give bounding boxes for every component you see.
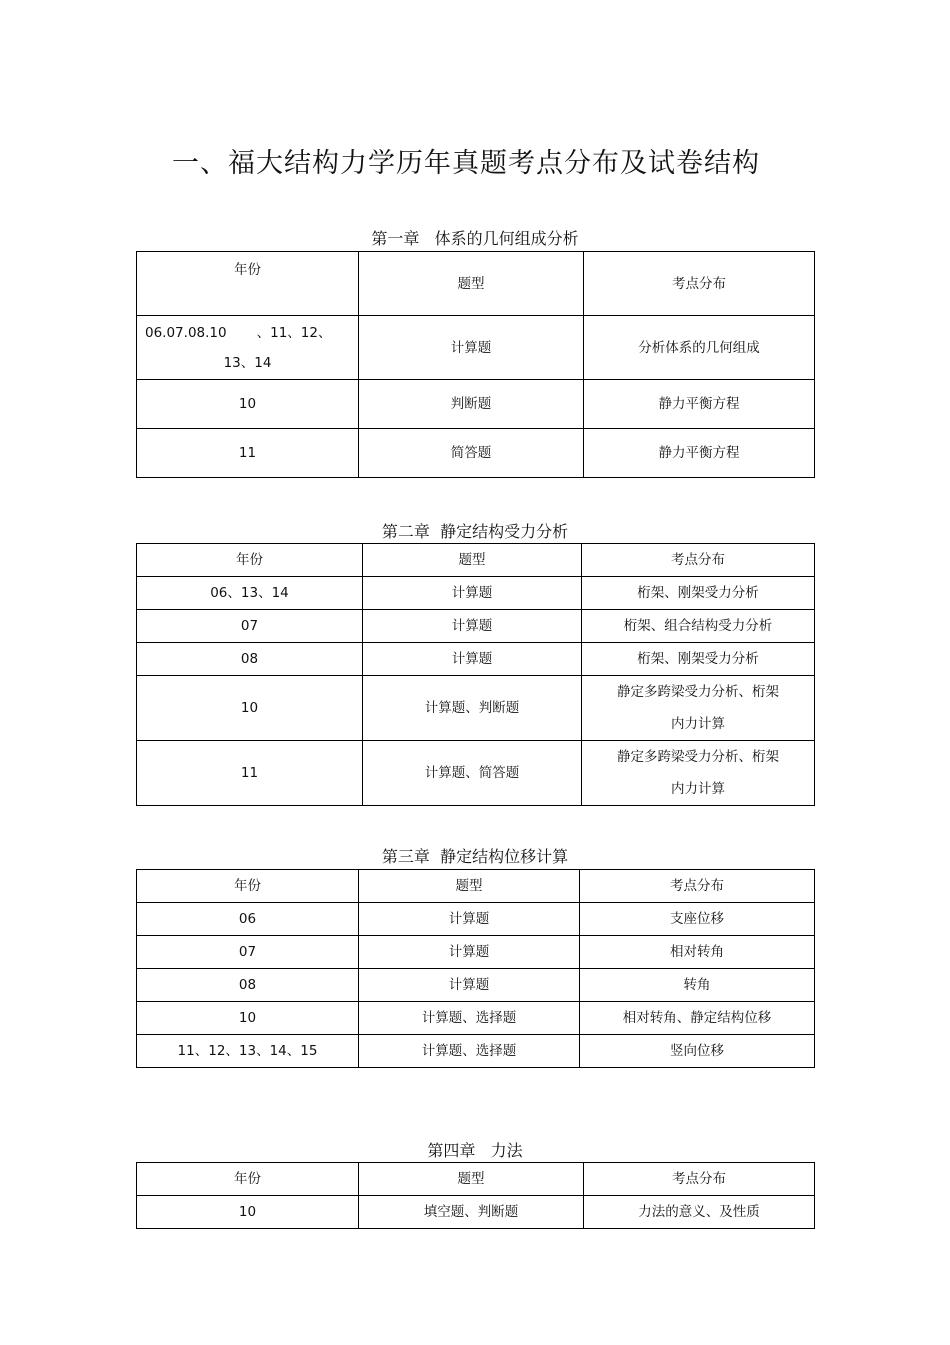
cell-points: 分析体系的几何组成 (584, 316, 815, 380)
table-row (137, 969, 815, 1002)
table-header-row (137, 1163, 815, 1196)
cell-type: 计算题、判断题 (363, 676, 582, 741)
table-row (137, 741, 815, 806)
cell-points: 竖向位移 (580, 1035, 815, 1068)
cell-points: 支座位移 (580, 903, 815, 936)
table-row (137, 577, 815, 610)
cell-type: 简答题 (359, 429, 584, 478)
cell-year: 10 (137, 1196, 359, 1229)
cell-year: 08 (137, 643, 363, 676)
cell-points (582, 676, 815, 741)
points-line-1: 静定多跨梁受力分析、桁架 (617, 684, 779, 700)
cell-type: 计算题 (359, 903, 580, 936)
cell-points: 相对转角 (580, 936, 815, 969)
cell-year: 07 (137, 610, 363, 643)
cell-year: 11、12、13、14、15 (137, 1035, 359, 1068)
cell-type: 判断题 (359, 380, 584, 429)
cell-points: 转角 (580, 969, 815, 1002)
header-year: 年份 (137, 252, 359, 316)
cell-type: 计算题、简答题 (363, 741, 582, 806)
cell-year: 06 (137, 903, 359, 936)
cell-points: 桁架、刚架受力分析 (582, 577, 815, 610)
table-row (137, 676, 815, 741)
cell-type: 计算题 (359, 969, 580, 1002)
table-header-row (137, 252, 815, 316)
points-line-1: 静定多跨梁受力分析、桁架 (617, 749, 779, 765)
cell-type: 计算题 (363, 610, 582, 643)
cell-points: 桁架、组合结构受力分析 (582, 610, 815, 643)
cell-points: 相对转角、静定结构位移 (580, 1002, 815, 1035)
table-row (137, 429, 815, 478)
cell-year (137, 316, 359, 380)
cell-type: 计算题、选择题 (359, 1002, 580, 1035)
chapter-title-4: 第四章 力法 (427, 1141, 523, 1160)
header-points: 考点分布 (582, 544, 815, 577)
cell-type: 计算题 (359, 316, 584, 380)
chapter-title-1: 第一章 体系的几何组成分析 (371, 229, 579, 248)
cell-year: 10 (137, 380, 359, 429)
points-line-2: 内力计算 (671, 781, 725, 797)
header-points: 考点分布 (580, 870, 815, 903)
header-year: 年份 (137, 870, 359, 903)
cell-year: 10 (137, 1002, 359, 1035)
cell-points (582, 741, 815, 806)
table-row (137, 903, 815, 936)
header-points: 考点分布 (584, 252, 815, 316)
chapter-title-3: 第三章 静定结构位移计算 (381, 847, 569, 866)
table-row (137, 936, 815, 969)
header-year: 年份 (137, 544, 363, 577)
table-row (137, 380, 815, 429)
year-line-2: 13、14 (223, 354, 272, 371)
header-points: 考点分布 (584, 1163, 815, 1196)
chapter-table-4 (136, 1162, 815, 1229)
table-row (137, 1196, 815, 1229)
cell-year: 11 (137, 741, 363, 806)
chapter-table-3 (136, 869, 815, 1068)
cell-type: 计算题 (359, 936, 580, 969)
cell-points: 静力平衡方程 (584, 429, 815, 478)
table-row (137, 643, 815, 676)
cell-type: 计算题 (363, 643, 582, 676)
points-line-2: 内力计算 (671, 716, 725, 732)
chapter-table-1 (136, 251, 815, 478)
cell-year: 06、13、14 (137, 577, 363, 610)
cell-type: 计算题 (363, 577, 582, 610)
header-type: 题型 (359, 870, 580, 903)
table-row (137, 610, 815, 643)
chapter-table-2 (136, 543, 815, 806)
cell-type: 填空题、判断题 (359, 1196, 584, 1229)
chapter-title-2: 第二章 静定结构受力分析 (381, 522, 569, 541)
cell-year: 07 (137, 936, 359, 969)
table-header-row (137, 544, 815, 577)
header-type: 题型 (359, 252, 584, 316)
table-row (137, 316, 815, 380)
header-type: 题型 (363, 544, 582, 577)
year-line-1: 06.07.08.10 、11、12、 (145, 324, 332, 341)
cell-points: 桁架、刚架受力分析 (582, 643, 815, 676)
cell-year: 08 (137, 969, 359, 1002)
cell-points: 静力平衡方程 (584, 380, 815, 429)
page-title: 一、福大结构力学历年真题考点分布及试卷结构 (172, 148, 760, 179)
table-row (137, 1035, 815, 1068)
header-type: 题型 (359, 1163, 584, 1196)
cell-year: 10 (137, 676, 363, 741)
header-year: 年份 (137, 1163, 359, 1196)
cell-type: 计算题、选择题 (359, 1035, 580, 1068)
table-header-row (137, 870, 815, 903)
cell-points: 力法的意义、及性质 (584, 1196, 815, 1229)
cell-year: 11 (137, 429, 359, 478)
table-row (137, 1002, 815, 1035)
